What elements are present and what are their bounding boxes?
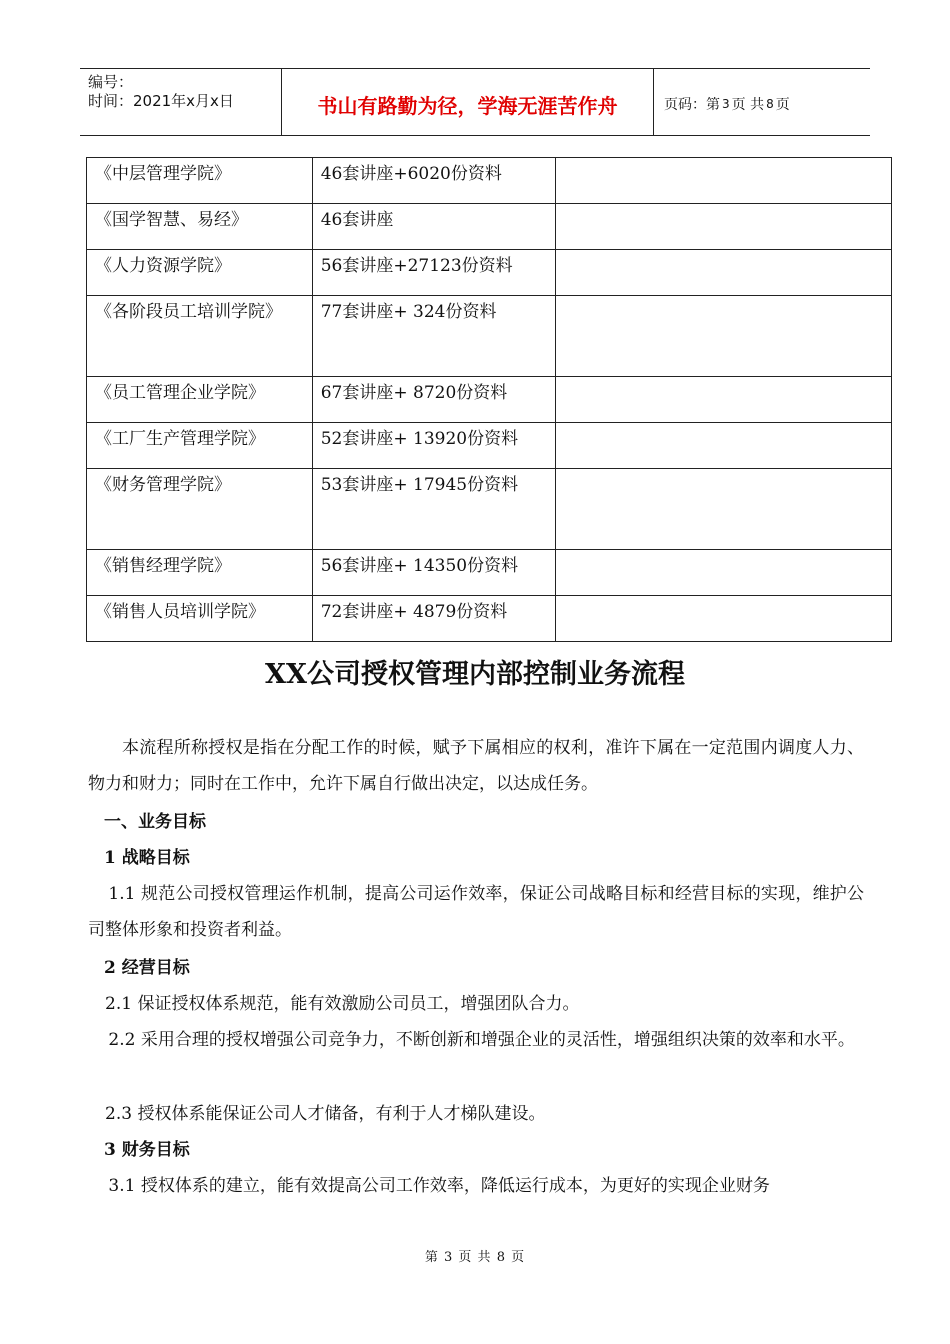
table-cell-content: 67套讲座+ 8720份资料 (312, 377, 556, 423)
table-cell-name: 《中层管理学院》 (87, 158, 313, 204)
table-cell-name: 《财务管理学院》 (87, 469, 313, 550)
table-cell-name: 《人力资源学院》 (87, 250, 313, 296)
table-cell-content: 72套讲座+ 4879份资料 (312, 596, 556, 642)
paragraph-1-1: 1.1 规范公司授权管理运作机制，提高公司运作效率，保证公司战略目标和经营目标的实现，维护公司整体形象和投资者利益。 (88, 884, 865, 940)
table-cell-extra (556, 204, 892, 250)
table-cell-content: 53套讲座+ 17945份资料 (312, 469, 556, 550)
table-cell-extra (556, 296, 892, 377)
table-row (87, 423, 892, 469)
table-cell-content: 77套讲座+ 324份资料 (312, 296, 556, 377)
table-row (87, 377, 892, 423)
table-cell-extra (556, 423, 892, 469)
header-page-info (654, 69, 870, 135)
table-cell-content: 56套讲座+27123份资料 (312, 250, 556, 296)
table-cell-name: 《国学智慧、易经》 (87, 204, 313, 250)
article-title: XX公司授权管理内部控制业务流程 (265, 659, 685, 690)
header-slogan: 书山有路勤为径，学海无涯苦作舟 (282, 69, 654, 135)
table-row (87, 158, 892, 204)
table-row (87, 596, 892, 642)
page-footer: 第 3 页 共 8 页 (424, 1250, 526, 1265)
table-cell-name: 《工厂生产管理学院》 (87, 423, 313, 469)
paragraph-2-3: 2.3 授权体系能保证公司人才储备，有利于人才梯队建设。 (105, 1104, 546, 1124)
page-prefix: 页码：第 (664, 97, 720, 113)
section-heading-business-goals: 一、业务目标 (104, 812, 206, 832)
document-time-label: 时间：2021年x月x日 (88, 92, 234, 110)
paragraph-2-1: 2.1 保证授权体系规范，能有效激励公司员工，增强团队合力。 (105, 994, 580, 1014)
paragraph-2-2: 2.2 采用合理的授权增强公司竞争力，不断创新和增强企业的灵活性，增强组织决策的效率和水平。 (108, 1030, 855, 1050)
header-meta (80, 69, 282, 135)
table-cell-extra (556, 377, 892, 423)
table-cell-content: 46套讲座+6020份资料 (312, 158, 556, 204)
table-cell-extra (556, 158, 892, 204)
intro-paragraph: 本流程所称授权是指在分配工作的时候，赋予下属相应的权利，准许下属在一定范围内调度人力、物力和财力；同时在工作中，允许下属自行做出决定，以达成任务。 (88, 738, 864, 794)
course-library-table (86, 157, 892, 642)
subheading-financial-goals: 3 财务目标 (104, 1140, 190, 1160)
table-cell-content: 52套讲座+ 13920份资料 (312, 423, 556, 469)
table-cell-extra (556, 469, 892, 550)
table-cell-extra (556, 550, 892, 596)
table-cell-name: 《员工管理企业学院》 (87, 377, 313, 423)
table-cell-name: 《销售人员培训学院》 (87, 596, 313, 642)
table-row (87, 550, 892, 596)
paragraph-3-1: 3.1 授权体系的建立，能有效提高公司工作效率，降低运行成本，为更好的实现企业财务 (108, 1176, 770, 1196)
table-row (87, 469, 892, 550)
page-suffix: 页 (775, 97, 790, 113)
table-body (87, 158, 892, 642)
table-cell-content: 56套讲座+ 14350份资料 (312, 550, 556, 596)
table-row (87, 250, 892, 296)
subheading-operating-goals: 2 经营目标 (104, 958, 190, 978)
page-current: 3 (722, 97, 730, 111)
table-cell-content: 46套讲座 (312, 204, 556, 250)
page-total: 8 (766, 97, 774, 111)
table-cell-extra (556, 596, 892, 642)
subheading-strategic-goals: 1 战略目标 (104, 848, 190, 868)
table-cell-name: 《销售经理学院》 (87, 550, 313, 596)
page-header (80, 68, 870, 136)
table-row (87, 204, 892, 250)
table-cell-name: 《各阶段员工培训学院》 (87, 296, 313, 377)
table-cell-extra (556, 250, 892, 296)
document-number-label: 编号： (88, 73, 134, 91)
table-row (87, 296, 892, 377)
page-mid: 页 共 (731, 97, 765, 113)
